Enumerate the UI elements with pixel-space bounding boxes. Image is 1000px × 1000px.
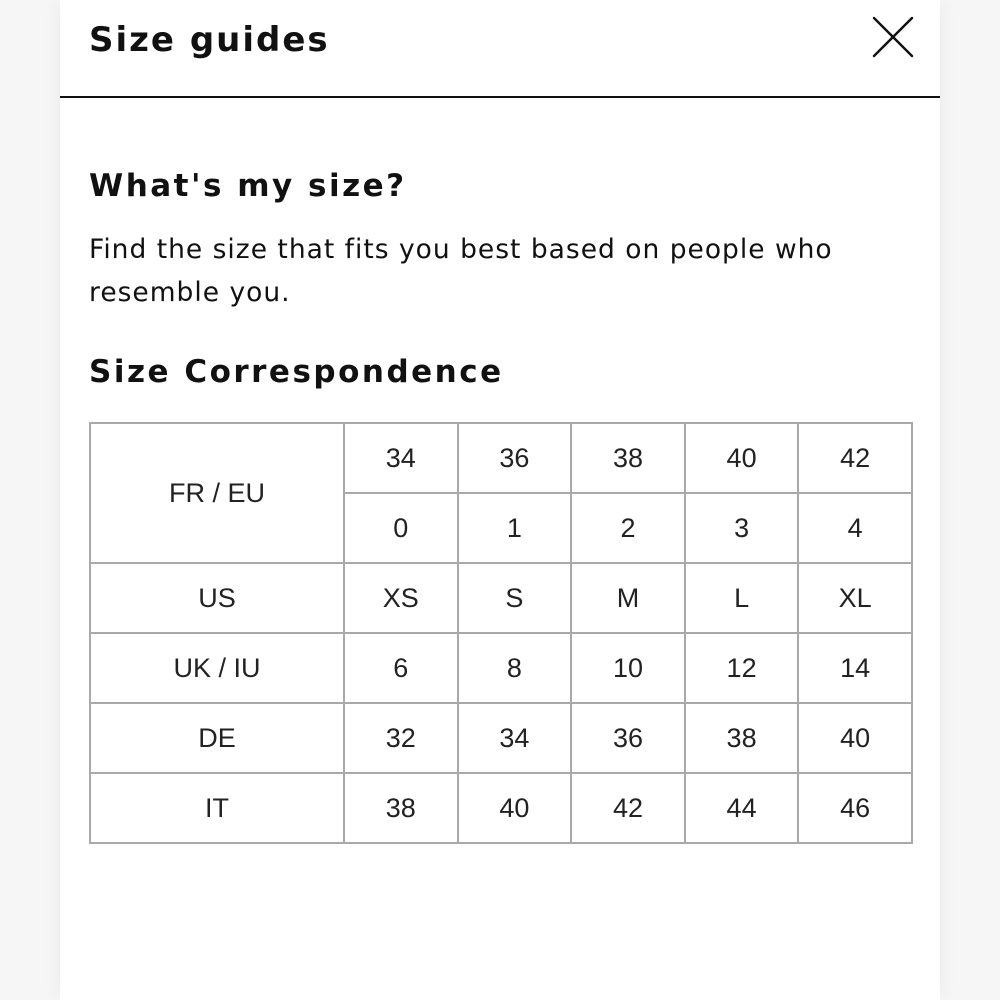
table-cell: 1 (458, 493, 572, 563)
table-cell: L (685, 563, 799, 633)
row-label-us: US (90, 563, 344, 633)
size-correspondence-heading: Size Correspondence (89, 354, 504, 390)
table-cell: 3 (685, 493, 799, 563)
table-cell: 40 (458, 773, 572, 843)
table-cell: 44 (685, 773, 799, 843)
table-cell: 40 (685, 423, 799, 493)
table-cell: 34 (344, 423, 458, 493)
close-icon (870, 14, 916, 60)
row-label-de: DE (90, 703, 344, 773)
table-cell: 36 (458, 423, 572, 493)
row-label-fr-eu: FR / EU (90, 423, 344, 563)
table-cell: M (571, 563, 685, 633)
table-row (90, 563, 912, 633)
table-cell: XS (344, 563, 458, 633)
table-row (90, 633, 912, 703)
whats-my-size-description: Find the size that fits you best based on people who resemble you. (89, 234, 833, 308)
table-cell: 38 (685, 703, 799, 773)
table-cell: 34 (458, 703, 572, 773)
table-cell: 12 (685, 633, 799, 703)
table-cell: 42 (798, 423, 912, 493)
table-cell: S (458, 563, 572, 633)
modal-title: Size guides (89, 20, 330, 60)
size-correspondence-table (89, 422, 913, 844)
whats-my-size-heading: What's my size? (89, 168, 407, 204)
table-cell: 32 (344, 703, 458, 773)
table-cell: XL (798, 563, 912, 633)
modal-header (60, 0, 940, 98)
table-cell: 38 (344, 773, 458, 843)
row-label-it: IT (90, 773, 344, 843)
table-cell: 6 (344, 633, 458, 703)
table-row (90, 703, 912, 773)
table-cell: 36 (571, 703, 685, 773)
size-guide-panel (60, 0, 940, 1000)
table-cell: 46 (798, 773, 912, 843)
table-cell: 0 (344, 493, 458, 563)
table-row (90, 423, 912, 493)
table-cell: 38 (571, 423, 685, 493)
table-cell: 14 (798, 633, 912, 703)
table-cell: 40 (798, 703, 912, 773)
close-button[interactable] (870, 14, 916, 60)
table-cell: 42 (571, 773, 685, 843)
table-cell: 10 (571, 633, 685, 703)
table-row (90, 773, 912, 843)
table-cell: 8 (458, 633, 572, 703)
table-cell: 2 (571, 493, 685, 563)
row-label-uk-iu: UK / IU (90, 633, 344, 703)
table-cell: 4 (798, 493, 912, 563)
